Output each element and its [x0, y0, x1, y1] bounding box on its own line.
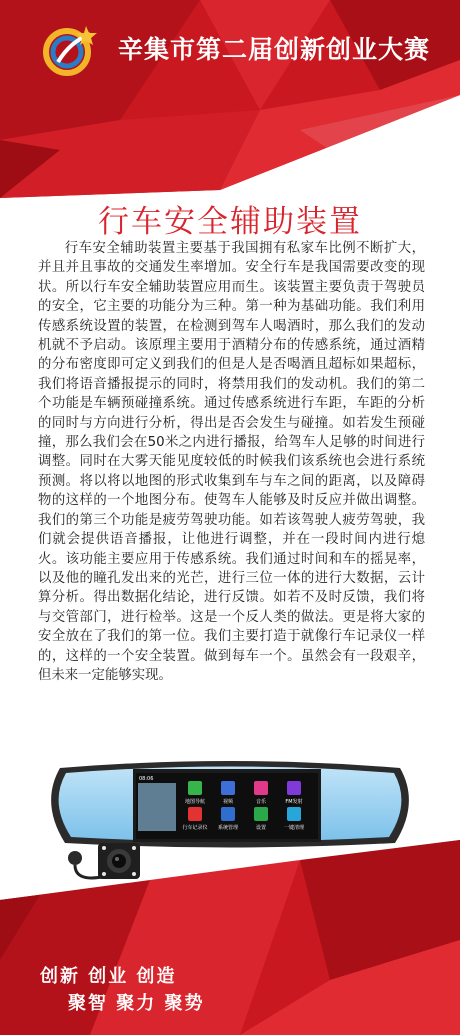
body-paragraph: 行车安全辅助装置主要基于我国拥有私家车比例不断扩大，并且并且事故的交通发生率增加。安全行车是我国需要改变的现状。所以行车安全辅助装置应用而生。该装置主要负责于驾驶员的安全，它主要的功能分为三种。第一种为基础功能。我们利用传感系统设置的装置，在检测到驾车人喝酒时，那么我们的发动机就不予启动。该原理主要用于酒精分布的传感系统，通过酒精的分布密度即可定义到我们的但是人是否喝酒且超标如果超标，我们将语音播报提示的同时，将禁用我们的发动机。我们的第二个功能是车辆预碰撞系统。通过传感系统进行车距，车距的分析的同时与方向进行分析，得出是否会发生与碰撞。如若发生预碰撞，那么我们会在50米之内进行播报，给驾车人足够的时间进行调整。同时在大雾天能见度较低的时候我们该系统也会进行系统预测。将以将以地图的形式收集到车与车之间的距离，以及障碍物的这样的一个地图分布。使驾车人能够及时反应并做出调整。我们的第三个功能是疲劳驾驶功能。如若该驾驶人疲劳驾驶，我们就会提供语音播报，让他进行调整，并在一段时间内进行熄火。该功能主要应用于传感系统。我们通过时间和车的摇晃率，以及他的瞳孔发出来的光芒，进行三位一体的进行大数据，云计算分析。得出数据化结论，进行反馈。如若不及时反馈，我们将与交管部门，进行检举。这是一个反人类的做法。更是将大家的安全放在了我们的第一位。我们主要打造于就像行车记录仪一样的，这样的一个安全装置。做到每车一个。虽然会有一段艰辛，但未来一定能够实现。 [38, 241, 425, 683]
page-title: 行车安全辅助装置 [98, 203, 362, 240]
app-icon [188, 781, 202, 795]
app-label: 行车记录仪 [182, 825, 208, 831]
app-icon [221, 781, 235, 795]
app-icon [221, 807, 235, 821]
header-title: 辛集市第二届创新创业大赛 [118, 35, 431, 64]
slogan-line-2: 聚智 聚力 聚势 [68, 993, 205, 1014]
app-label: FM发射 [285, 799, 303, 805]
app-icon [287, 807, 301, 821]
app-label: 地图导航 [184, 799, 206, 805]
app-label: 系统管理 [217, 825, 239, 831]
logo-icon [40, 24, 102, 76]
screen-time: 08:06 [139, 776, 154, 782]
app-label: 一键清理 [283, 825, 305, 831]
app-label: 音乐 [255, 799, 267, 805]
slogan-line-1: 创新 创业 创造 [40, 966, 177, 987]
app-icon [287, 781, 301, 795]
app-label: 视频 [222, 799, 234, 805]
app-label: 设置 [255, 825, 267, 831]
app-icon [254, 781, 268, 795]
app-icon [188, 807, 202, 821]
app-icon [254, 807, 268, 821]
